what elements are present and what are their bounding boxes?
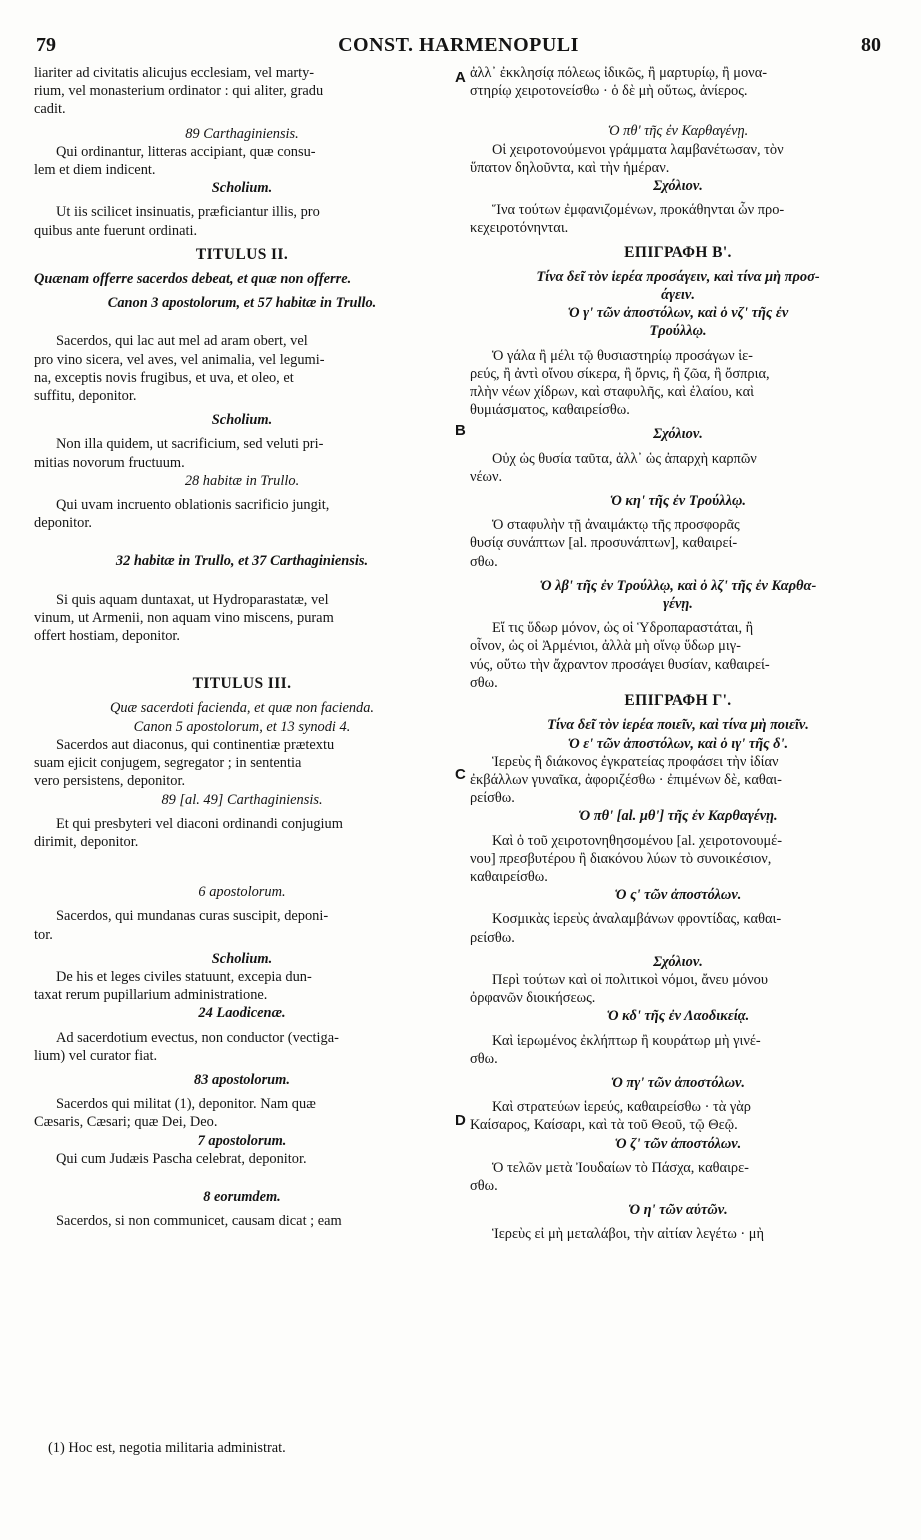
- latin-line: cadit.: [34, 101, 66, 118]
- greek-line: νου] πρεσβυτέρου ἢ διακόνου λύων τὸ συνοικέσιον,: [470, 850, 772, 867]
- greek-line: νέων.: [470, 468, 503, 485]
- greek-line: Οἱ χειροτονούμενοι γράμματα λαμβανέτωσαν, τὸν: [492, 141, 784, 158]
- greek-line: Καὶ στρατεύων ἱερεύς, καθαιρείσθω · τὰ γὰρ: [492, 1099, 751, 1116]
- canon-heading: 24 Laodicenæ.: [198, 1005, 286, 1022]
- titulus-heading: TITULUS II.: [195, 245, 289, 263]
- scholium-heading: Σχόλιον.: [653, 953, 703, 970]
- latin-line: suffitu, deponitor.: [34, 388, 137, 405]
- footnote: (1) Hoc est, negotia militaria administrat.: [48, 1440, 286, 1456]
- canon-heading: 89 Carthaginiensis.: [185, 125, 299, 142]
- canon-heading: Ὁ πθ' τῆς ἐν Καρθαγένῃ.: [607, 123, 749, 140]
- canon-heading: Ὁ ε' τῶν ἀποστόλων, καὶ ὁ ιγ' τῆς δ'.: [567, 735, 789, 752]
- latin-line: rium, vel monasterium ordinator : qui aliter, gradu: [34, 83, 324, 100]
- scholium-heading: Scholium.: [211, 180, 273, 197]
- latin-line: quibus ante fuerunt ordinati.: [34, 222, 198, 239]
- greek-line: Καίσαρος, Καίσαρι, καὶ τὰ τοῦ Θεοῦ, τῷ Θεῷ.: [470, 1117, 738, 1134]
- section-marker-b: B: [455, 422, 466, 439]
- latin-line: Ad sacerdotium evectus, non conductor (vectiga-: [56, 1029, 339, 1046]
- epigraphe-subtitle: Τίνα δεῖ τὸν ἱερέα ποιεῖν, καὶ τίνα μὴ ποιεῖν.: [547, 717, 809, 734]
- greek-line: οἶνον, ὡς οἱ Ἀρμένιοι, ἀλλὰ μὴ οἴνῳ ὕδωρ μιγ-: [470, 638, 741, 655]
- greek-line: Ὁ τελῶν μετὰ Ἰουδαίων τὸ Πάσχα, καθαιρε-: [492, 1159, 749, 1176]
- canon-heading: Ὁ η' τῶν αὐτῶν.: [628, 1202, 728, 1219]
- canon-heading: 28 habitæ in Trullo.: [184, 472, 300, 489]
- latin-line: Sacerdos aut diaconus, qui continentiæ prætextu: [56, 736, 335, 753]
- latin-line: mitias novorum fructuum.: [34, 454, 185, 471]
- epigraphe-subtitle: άγειν.: [661, 287, 695, 304]
- greek-line: σθω.: [470, 674, 498, 691]
- greek-line: Οὐχ ὡς θυσία ταῦτα, ἀλλ᾿ ὡς ἀπαρχὴ καρπῶν: [492, 450, 757, 467]
- latin-line: lem et diem indicent.: [34, 162, 156, 179]
- scholium-heading: Σχόλιον.: [653, 178, 703, 195]
- greek-line: ρείσθω.: [470, 929, 515, 946]
- greek-line: σθω.: [470, 553, 498, 570]
- latin-line: Ut iis scilicet insinuatis, præficiantur illis, pro: [56, 204, 320, 221]
- greek-line: Ἱερεὺς εἰ μὴ μεταλάβοι, τὴν αἰτίαν λεγέτω · μὴ: [492, 1226, 765, 1243]
- greek-line: Ὁ γάλα ἢ μέλι τῷ θυσιαστηρίῳ προσάγων ἱε-: [492, 347, 753, 364]
- latin-line: offert hostiam, deponitor.: [34, 628, 181, 645]
- latin-line: taxat rerum pupillarium administratione.: [34, 987, 268, 1004]
- greek-line: νύς, οὕτω τὴν ἄχραντον προσάγει θυσίαν, καθαιρεί-: [470, 656, 770, 673]
- greek-line: ἐκβάλλων γυναῖκα, ἀφοριζέσθω · ἐπιμένων δὲ, καθαι-: [470, 771, 782, 788]
- greek-line: Περὶ τούτων καὶ οἱ πολιτικοὶ νόμοι, ἄνευ μόνου: [492, 971, 768, 988]
- greek-line: Ἵνα τούτων ἐμφανιζομένων, προκάθηνται ὧν προ-: [492, 202, 785, 219]
- section-marker-a: A: [455, 69, 466, 86]
- greek-line: Ὁ σταφυλὴν τῇ ἀναιμάκτῳ τῆς προσφορᾶς: [492, 517, 740, 534]
- greek-line: θυσίᾳ συνάπτων [al. προσυνάπτων], καθαιρεί-: [470, 535, 738, 552]
- canon-heading: 7 apostolorum.: [197, 1132, 287, 1149]
- latin-line: Si quis aquam duntaxat, ut Hydroparastatæ, vel: [56, 591, 329, 608]
- canon-heading: 6 apostolorum.: [198, 884, 286, 901]
- greek-line: στηρίῳ χειροτονείσθω · ὁ δὲ μὴ οὕτως, ἀνίερος.: [470, 83, 748, 100]
- greek-line: ρείσθω.: [470, 790, 515, 807]
- canon-heading: 8 eorumdem.: [203, 1188, 281, 1205]
- greek-line: θυμιάσματος, καθαιρείσθω.: [470, 402, 630, 419]
- latin-line: Qui uvam incruento oblationis sacrificio jungit,: [56, 497, 330, 514]
- greek-line: Ἱερεὺς ἢ διάκονος ἐγκρατείας προφάσει τὴν ἰδίαν: [492, 753, 779, 770]
- latin-line: tor.: [34, 926, 53, 943]
- scholium-heading: Σχόλιον.: [653, 426, 703, 443]
- canon-heading: 83 apostolorum.: [194, 1071, 290, 1088]
- greek-line: σθω.: [470, 1050, 498, 1067]
- latin-line: Et qui presbyteri vel diaconi ordinandi conjugium: [56, 815, 343, 832]
- titulus-heading: TITULUS III.: [192, 675, 292, 693]
- canon-heading: Ὁ λβ' τῆς ἐν Τρούλλῳ, καὶ ὁ λζ' τῆς ἐν Καρθα-: [539, 577, 817, 594]
- latin-line: Qui ordinantur, litteras accipiant, quæ consu-: [56, 143, 316, 160]
- greek-line: πλὴν νέων χίδρων, καὶ σταφυλῆς, καὶ ἐλαίου, καὶ: [470, 384, 755, 401]
- canon-heading: γένῃ.: [663, 596, 693, 613]
- titulus-subtitle: Quæ sacerdoti facienda, et quæ non facienda.: [109, 700, 375, 717]
- latin-line: Non illa quidem, ut sacrificium, sed veluti pri-: [56, 436, 324, 453]
- greek-line: Εἴ τις ὕδωρ μόνον, ὡς οἱ Ὑδροπαραστάται, ἢ: [492, 620, 754, 637]
- latin-line: dirimit, deponitor.: [34, 833, 139, 850]
- canon-heading: Ὁ ζ' τῶν ἀποστόλων.: [614, 1135, 742, 1152]
- latin-line: Cæsaris, Cæsari; quæ Dei, Deo.: [34, 1114, 218, 1131]
- greek-column: [470, 64, 886, 1244]
- page-header: [36, 34, 881, 60]
- canon-heading: Ὁ κδ' τῆς ἐν Λαοδικείᾳ.: [606, 1008, 750, 1025]
- canon-heading: Ὁ πθ' [al. μθ'] τῆς ἐν Καρθαγένῃ.: [578, 808, 778, 825]
- latin-line: De his et leges civiles statuunt, excepia dun-: [56, 968, 312, 985]
- greek-line: Καὶ ὁ τοῦ χειροτονηθησομένου [al. χειροτονουμέ-: [492, 832, 783, 849]
- greek-line: Κοσμικὰς ἱερεὺς ἀναλαμβάνων φροντίδας, καθαι-: [492, 911, 782, 928]
- epigraphe-heading: ΕΠΙΓΡΑΦΗ Β'.: [624, 243, 732, 261]
- canon-heading: Canon 5 apostolorum, et 13 synodi 4.: [133, 718, 351, 735]
- epigraphe-subtitle: Τίνα δεῖ τὸν ἱερέα προσάγειν, καὶ τίνα μὴ προσ-: [536, 268, 820, 285]
- latin-line: lium) vel curator fiat.: [34, 1047, 158, 1064]
- latin-line: Sacerdos, qui lac aut mel ad aram obert, vel: [56, 333, 308, 350]
- greek-line: ὀρφανῶν διοικήσεως.: [470, 990, 596, 1007]
- latin-line: vero persistens, deponitor.: [34, 773, 186, 790]
- latin-line: na, exceptis novis frugibus, et uva, et oleo, et: [34, 369, 294, 386]
- running-title: CONST. HARMENOPULI: [338, 34, 579, 56]
- canon-heading: Τρούλλῳ.: [649, 323, 707, 340]
- page-number-left: 79: [36, 34, 56, 56]
- greek-line: ρεύς, ἢ ἀντὶ οἴνου σίκερα, ἢ ὄρνις, ἢ ζῶα, ἢ ὄσπρια,: [470, 365, 770, 382]
- greek-line: σθω.: [470, 1177, 498, 1194]
- canon-heading: Ὁ πγ' τῶν ἀποστόλων.: [610, 1074, 746, 1091]
- greek-line: ἀλλ᾿ ἐκκλησίᾳ πόλεως ἰδικῶς, ἢ μαρτυρίῳ, ἢ μονα-: [470, 65, 768, 81]
- latin-line: Sacerdos, qui mundanas curas suscipit, deponi-: [56, 908, 329, 925]
- epigraphe-heading: ΕΠΙΓΡΑΦΗ Γ'.: [624, 692, 732, 710]
- page-number-right: 80: [861, 34, 881, 56]
- scholium-heading: Scholium.: [211, 412, 273, 429]
- scholium-heading: Scholium.: [211, 950, 273, 967]
- latin-line: vinum, ut Armenii, non aquam vino miscens, puram: [34, 609, 334, 626]
- latin-line: Sacerdos, si non communicet, causam dicat ; eam: [56, 1213, 342, 1230]
- latin-line: deponitor.: [34, 515, 92, 532]
- canon-heading: Canon 3 apostolorum, et 57 habitæ in Trullo.: [107, 295, 377, 312]
- latin-line: liariter ad civitatis alicujus ecclesiam, vel marty-: [34, 65, 315, 81]
- greek-line: Καὶ ἱερωμένος ἐκλήπτωρ ἢ κουράτωρ μὴ γινέ-: [492, 1032, 761, 1049]
- greek-line: κεχειροτόνηνται.: [470, 220, 569, 237]
- canon-heading: 32 habitæ in Trullo, et 37 Carthaginiensis.: [115, 553, 369, 570]
- greek-line: ὕπατον δηλοῦντα, καὶ τὴν ἡμέραν.: [470, 159, 670, 176]
- titulus-subtitle: Quænam offerre sacerdos debeat, et quæ non offerre.: [34, 271, 352, 288]
- canon-heading: 89 [al. 49] Carthaginiensis.: [161, 791, 323, 808]
- section-marker-d: D: [455, 1112, 466, 1129]
- canon-heading: Ὁ ς' τῶν ἀποστόλων.: [614, 887, 742, 904]
- latin-column: [34, 64, 450, 1230]
- canon-heading: Ὁ κη' τῆς ἐν Τρούλλῳ.: [610, 493, 746, 510]
- greek-line: καθαιρείσθω.: [470, 868, 548, 885]
- latin-line: suam ejicit conjugem, segregator ; in sententia: [34, 755, 302, 772]
- latin-line: Qui cum Judæis Pascha celebrat, deponitor.: [56, 1150, 307, 1167]
- canon-heading: Ὁ γ' τῶν ἀποστόλων, καὶ ὁ νζ' τῆς ἐν: [567, 305, 789, 322]
- section-marker-c: C: [455, 766, 466, 783]
- latin-line: Sacerdos qui militat (1), deponitor. Nam quæ: [56, 1096, 316, 1113]
- latin-line: pro vino sicera, vel aves, vel animalia, vel legumi-: [34, 351, 325, 368]
